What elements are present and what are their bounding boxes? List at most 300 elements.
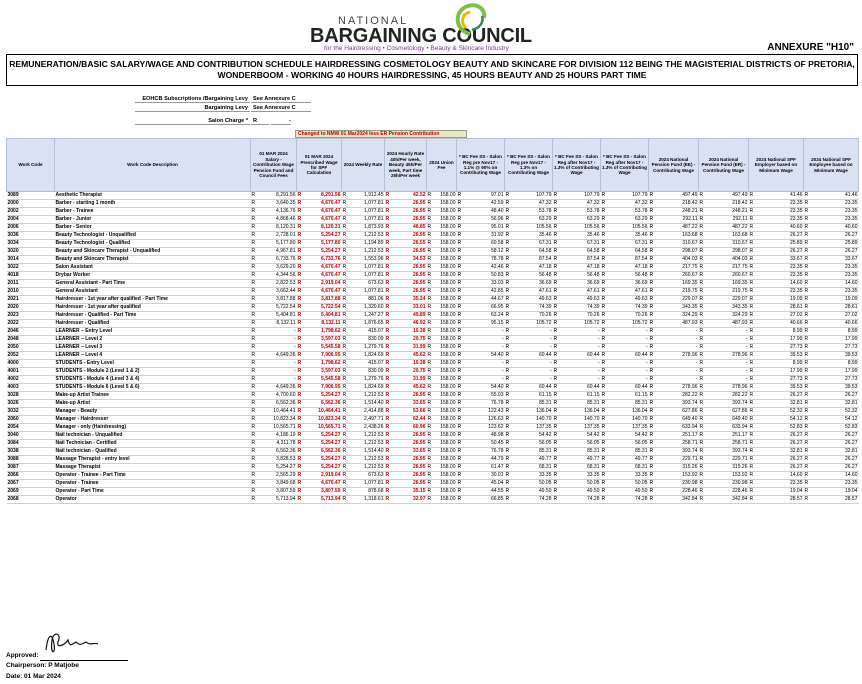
amount-cell bbox=[804, 360, 859, 368]
currency-symbol: R bbox=[427, 480, 432, 486]
currency-symbol: R bbox=[699, 360, 704, 366]
amount-cell bbox=[804, 344, 859, 352]
amount-value: 158.00 bbox=[440, 496, 456, 502]
amount-value: 260.67 bbox=[732, 272, 748, 278]
currency-symbol: R bbox=[297, 288, 302, 294]
currency-symbol: R bbox=[342, 480, 347, 486]
nmw-change-notice: Changed to NMW 01 Mar2024 less ER Pension Contribution bbox=[295, 130, 467, 138]
amount-cell bbox=[385, 384, 427, 392]
currency-symbol: R bbox=[601, 328, 606, 334]
amount-value: 20.75 bbox=[412, 336, 426, 342]
currency-symbol: R bbox=[699, 384, 704, 390]
amount-cell bbox=[427, 384, 457, 392]
amount-cell bbox=[553, 192, 601, 200]
amount-cell bbox=[297, 448, 342, 456]
amount-cell bbox=[749, 432, 804, 440]
amount-cell bbox=[427, 328, 457, 336]
amount-value: 3,807.59 bbox=[276, 488, 296, 494]
amount-value: - bbox=[645, 328, 648, 334]
amount-cell bbox=[457, 264, 505, 272]
amount-value: 74.28 bbox=[586, 496, 600, 502]
amount-cell bbox=[749, 240, 804, 248]
work-description-cell: Hairdresser - 1st year after qualified - Part Time bbox=[55, 296, 251, 304]
amount-cell bbox=[649, 488, 699, 496]
amount-value: - bbox=[645, 336, 648, 342]
amount-cell bbox=[749, 472, 804, 480]
amount-cell bbox=[749, 264, 804, 272]
amount-cell bbox=[457, 272, 505, 280]
amount-cell bbox=[385, 400, 427, 408]
currency-symbol: R bbox=[297, 384, 302, 390]
amount-value: 158.00 bbox=[440, 384, 456, 390]
amount-cell bbox=[804, 224, 859, 232]
amount-value: 122.43 bbox=[488, 408, 504, 414]
amount-cell bbox=[297, 488, 342, 496]
amount-value: 23.35 bbox=[789, 264, 803, 270]
currency-symbol: R bbox=[601, 208, 606, 214]
amount-cell bbox=[342, 424, 385, 432]
amount-value: 140.70 bbox=[632, 416, 648, 422]
amount-cell bbox=[749, 232, 804, 240]
amount-cell bbox=[385, 272, 427, 280]
column-header: * BC Fee SS - Salon Reg after Nov17 - 1.3% of Contributing Wage bbox=[601, 139, 649, 192]
amount-cell bbox=[699, 472, 749, 480]
currency-symbol: R bbox=[601, 472, 606, 478]
amount-cell bbox=[457, 304, 505, 312]
amount-cell bbox=[553, 360, 601, 368]
amount-cell bbox=[505, 360, 553, 368]
amount-value: 1,318.61 bbox=[364, 496, 384, 502]
amount-cell bbox=[804, 392, 859, 400]
amount-value: 63.29 bbox=[634, 216, 648, 222]
currency-symbol: R bbox=[297, 240, 302, 246]
amount-cell bbox=[601, 400, 649, 408]
amount-value: 74.28 bbox=[634, 496, 648, 502]
amount-value: 163.68 bbox=[682, 232, 698, 238]
amount-cell bbox=[699, 192, 749, 200]
amount-value: 26.95 bbox=[412, 200, 426, 206]
amount-cell bbox=[649, 352, 699, 360]
currency-symbol: R bbox=[342, 464, 347, 470]
amount-value: 1,514.40 bbox=[364, 448, 384, 454]
amount-cell bbox=[385, 320, 427, 328]
work-code-cell: 2066 bbox=[7, 472, 55, 480]
amount-value: 5,713.94 bbox=[321, 496, 341, 502]
amount-value: 5,254.27 bbox=[321, 232, 341, 238]
currency-symbol: R bbox=[342, 440, 347, 446]
currency-symbol: R bbox=[505, 432, 510, 438]
currency-symbol: R bbox=[342, 272, 347, 278]
currency-symbol: R bbox=[342, 376, 347, 382]
amount-value: 342.84 bbox=[732, 496, 748, 502]
currency-symbol: R bbox=[553, 272, 558, 278]
currency-symbol: R bbox=[699, 440, 704, 446]
currency-symbol: R bbox=[385, 336, 390, 342]
currency-symbol: R bbox=[505, 288, 510, 294]
amount-value: 27.73 bbox=[789, 376, 803, 382]
amount-cell bbox=[251, 432, 297, 440]
work-description-cell: LEARNER – Level 3 bbox=[55, 344, 251, 352]
currency-symbol: R bbox=[699, 456, 704, 462]
currency-symbol: R bbox=[457, 192, 462, 198]
amount-cell bbox=[505, 400, 553, 408]
work-description-cell: Beauty and Skincare Therapist - Unqualified bbox=[55, 248, 251, 256]
column-header: 2024 National SPF Employer based on Minimum Wage bbox=[749, 139, 804, 192]
currency-symbol: R bbox=[342, 328, 347, 334]
currency-symbol: R bbox=[427, 352, 432, 358]
amount-value: 47.61 bbox=[538, 288, 552, 294]
currency-symbol: R bbox=[385, 448, 390, 454]
work-description-cell: Operator - Trainee bbox=[55, 480, 251, 488]
amount-value: 136.04 bbox=[632, 408, 648, 414]
amount-cell bbox=[505, 208, 553, 216]
amount-cell bbox=[553, 496, 601, 504]
currency-symbol: R bbox=[297, 440, 302, 446]
amount-cell bbox=[385, 224, 427, 232]
work-code-cell: 4018 bbox=[7, 272, 55, 280]
amount-value: 85.31 bbox=[586, 448, 600, 454]
amount-cell bbox=[649, 368, 699, 376]
amount-value: 217.75 bbox=[682, 264, 698, 270]
currency-symbol: R bbox=[699, 464, 704, 470]
currency-symbol: R bbox=[505, 480, 510, 486]
currency-symbol: R bbox=[649, 408, 654, 414]
amount-value: 67.31 bbox=[538, 240, 552, 246]
amount-value: 68.31 bbox=[634, 464, 648, 470]
currency-symbol: R bbox=[505, 264, 510, 270]
work-description-cell: Barber - Junior bbox=[55, 216, 251, 224]
amount-value: 10,464.41 bbox=[273, 408, 296, 414]
currency-symbol: R bbox=[251, 256, 256, 262]
column-header: * BC Fee SS - Salon Reg pre Nov17 - 1.1% @ 90% on Contributing Wage bbox=[457, 139, 505, 192]
amount-value: 61.15 bbox=[538, 392, 552, 398]
table-row bbox=[7, 320, 859, 328]
amount-cell bbox=[749, 496, 804, 504]
amount-cell bbox=[505, 192, 553, 200]
currency-symbol: R bbox=[649, 224, 654, 230]
currency-symbol: R bbox=[601, 384, 606, 390]
amount-value: 26.95 bbox=[412, 472, 426, 478]
amount-value: - bbox=[293, 336, 296, 342]
amount-cell bbox=[385, 416, 427, 424]
amount-cell bbox=[505, 480, 553, 488]
amount-cell bbox=[457, 424, 505, 432]
currency-symbol: R bbox=[297, 312, 302, 318]
amount-cell bbox=[342, 232, 385, 240]
currency-symbol: R bbox=[601, 280, 606, 286]
amount-cell bbox=[804, 440, 859, 448]
amount-cell bbox=[505, 408, 553, 416]
amount-value: 158.00 bbox=[440, 488, 456, 494]
amount-value: 4,311.78 bbox=[276, 440, 296, 446]
amount-cell bbox=[251, 352, 297, 360]
currency-symbol: R bbox=[385, 488, 390, 494]
amount-value: 35.24 bbox=[412, 296, 426, 302]
amount-cell bbox=[649, 464, 699, 472]
amount-value: 5,404.81 bbox=[321, 312, 341, 318]
amount-value: 158.00 bbox=[440, 360, 456, 366]
amount-value: 60.44 bbox=[538, 352, 552, 358]
currency-symbol: R bbox=[553, 448, 558, 454]
amount-value: 649.40 bbox=[732, 416, 748, 422]
amount-cell bbox=[342, 224, 385, 232]
currency-symbol: R bbox=[649, 496, 654, 502]
amount-value: 32.81 bbox=[844, 400, 858, 406]
amount-cell bbox=[297, 296, 342, 304]
currency-symbol: R bbox=[749, 280, 754, 286]
amount-cell bbox=[385, 328, 427, 336]
amount-cell bbox=[601, 472, 649, 480]
amount-value: 310.67 bbox=[682, 240, 698, 246]
amount-value: 292.11 bbox=[682, 216, 698, 222]
currency-symbol: R bbox=[427, 288, 432, 294]
amount-cell bbox=[457, 384, 505, 392]
amount-cell bbox=[385, 480, 427, 488]
amount-cell bbox=[749, 368, 804, 376]
currency-symbol: R bbox=[251, 392, 256, 398]
amount-value: 56.05 bbox=[538, 440, 552, 446]
amount-value: - bbox=[597, 376, 600, 382]
amount-cell bbox=[297, 352, 342, 360]
amount-value: 1,212.53 bbox=[364, 464, 384, 470]
amount-value: 158.00 bbox=[440, 200, 456, 206]
amount-value: 5,254.27 bbox=[321, 392, 341, 398]
amount-value: 497.49 bbox=[682, 192, 698, 198]
amount-value: 49.50 bbox=[586, 488, 600, 494]
currency-symbol: R bbox=[804, 192, 809, 198]
amount-value: 5,722.54 bbox=[321, 304, 341, 310]
work-description-cell: Massage Therapist - entry level bbox=[55, 456, 251, 464]
currency-symbol: R bbox=[699, 416, 704, 422]
currency-symbol: R bbox=[649, 312, 654, 318]
currency-symbol: R bbox=[427, 496, 432, 502]
amount-value: 5,722.54 bbox=[276, 304, 296, 310]
amount-cell bbox=[505, 488, 553, 496]
amount-cell bbox=[251, 288, 297, 296]
amount-value: 23.35 bbox=[844, 288, 858, 294]
amount-cell bbox=[385, 472, 427, 480]
currency-symbol: R bbox=[342, 368, 347, 374]
currency-symbol: R bbox=[749, 424, 754, 430]
work-code-cell: 2067 bbox=[7, 480, 55, 488]
currency-symbol: R bbox=[601, 496, 606, 502]
currency-symbol: R bbox=[297, 256, 302, 262]
amount-cell bbox=[251, 208, 297, 216]
currency-symbol: R bbox=[251, 384, 256, 390]
amount-value: 8,291.56 bbox=[321, 192, 341, 198]
currency-symbol: R bbox=[505, 304, 510, 310]
currency-symbol: R bbox=[427, 216, 432, 222]
currency-symbol: R bbox=[297, 360, 302, 366]
amount-cell bbox=[297, 264, 342, 272]
amount-value: 49.63 bbox=[586, 296, 600, 302]
amount-value: 3,849.68 bbox=[276, 480, 296, 486]
amount-value: 26.95 bbox=[412, 280, 426, 286]
currency-symbol: R bbox=[505, 456, 510, 462]
amount-value: 33.01 bbox=[412, 304, 426, 310]
amount-value: 158.00 bbox=[440, 480, 456, 486]
amount-cell bbox=[342, 304, 385, 312]
amount-cell bbox=[649, 416, 699, 424]
amount-value: 23.35 bbox=[844, 264, 858, 270]
currency-symbol: R bbox=[553, 384, 558, 390]
amount-value: 1,077.81 bbox=[364, 288, 384, 294]
amount-value: 105.72 bbox=[632, 320, 648, 326]
currency-symbol: R bbox=[342, 488, 347, 494]
currency-symbol: R bbox=[251, 480, 256, 486]
currency-symbol: R bbox=[601, 240, 606, 246]
amount-value: 56.48 bbox=[586, 272, 600, 278]
currency-symbol: R bbox=[457, 384, 462, 390]
amount-cell bbox=[457, 488, 505, 496]
amount-cell bbox=[749, 464, 804, 472]
amount-cell bbox=[251, 200, 297, 208]
amount-cell bbox=[804, 496, 859, 504]
amount-value: 60.44 bbox=[634, 352, 648, 358]
amount-cell bbox=[601, 376, 649, 384]
currency-symbol: R bbox=[699, 272, 704, 278]
work-description-cell: Hairdresser - Qualified bbox=[55, 320, 251, 328]
amount-value: 76.78 bbox=[490, 448, 504, 454]
amount-cell bbox=[342, 400, 385, 408]
amount-value: 10,823.34 bbox=[273, 416, 296, 422]
currency-symbol: R bbox=[699, 432, 704, 438]
amount-value: 2,919.04 bbox=[321, 280, 341, 286]
amount-value: 28.57 bbox=[789, 496, 803, 502]
amount-cell bbox=[804, 464, 859, 472]
currency-symbol: R bbox=[699, 288, 704, 294]
levy-value: See Annexure C bbox=[251, 105, 311, 112]
amount-cell bbox=[427, 360, 457, 368]
currency-symbol: R bbox=[649, 376, 654, 382]
currency-symbol: R bbox=[649, 288, 654, 294]
annexure-label: ANNEXURE "H10" bbox=[767, 42, 854, 53]
amount-cell bbox=[804, 248, 859, 256]
amount-value: 70.26 bbox=[538, 312, 552, 318]
currency-symbol: R bbox=[649, 280, 654, 286]
amount-cell bbox=[553, 440, 601, 448]
amount-value: 36.69 bbox=[538, 280, 552, 286]
amount-cell bbox=[553, 424, 601, 432]
amount-cell bbox=[342, 392, 385, 400]
currency-symbol: R bbox=[342, 432, 347, 438]
amount-cell bbox=[457, 224, 505, 232]
amount-cell bbox=[342, 320, 385, 328]
amount-cell bbox=[804, 408, 859, 416]
amount-value: 26.27 bbox=[789, 392, 803, 398]
currency-symbol: R bbox=[297, 496, 302, 502]
amount-value: 26.95 bbox=[412, 232, 426, 238]
work-code-cell: 2023 bbox=[7, 312, 55, 320]
approval-date: Date: 01 Mar 2024 bbox=[6, 673, 61, 680]
amount-value: 1,212.53 bbox=[364, 456, 384, 462]
amount-cell bbox=[427, 256, 457, 264]
amount-value: 54.12 bbox=[789, 416, 803, 422]
work-code-cell: 2060 bbox=[7, 416, 55, 424]
amount-cell bbox=[385, 312, 427, 320]
amount-cell bbox=[804, 320, 859, 328]
amount-value: 158.00 bbox=[440, 400, 456, 406]
amount-cell bbox=[601, 464, 649, 472]
amount-cell bbox=[427, 368, 457, 376]
currency-symbol: R bbox=[649, 464, 654, 470]
amount-value: 230.98 bbox=[732, 480, 748, 486]
amount-cell bbox=[553, 224, 601, 232]
amount-cell bbox=[749, 296, 804, 304]
amount-cell bbox=[427, 376, 457, 384]
amount-cell bbox=[649, 296, 699, 304]
amount-value: 158.00 bbox=[440, 408, 456, 414]
work-description-cell: STUDENTS - Module 4 (Level 3 & 4) bbox=[55, 376, 251, 384]
amount-value: 4,136.76 bbox=[276, 208, 296, 214]
amount-cell bbox=[457, 344, 505, 352]
amount-value: 54.40 bbox=[490, 384, 504, 390]
amount-cell bbox=[251, 328, 297, 336]
currency-symbol: R bbox=[505, 240, 510, 246]
amount-cell bbox=[427, 288, 457, 296]
work-code-cell: 3022 bbox=[7, 264, 55, 272]
table-body bbox=[7, 192, 859, 504]
amount-value: 1,913.45 bbox=[364, 192, 384, 198]
amount-value: 26.95 bbox=[412, 480, 426, 486]
logo-top-text: NATIONAL bbox=[338, 15, 409, 27]
amount-value: 153.92 bbox=[732, 472, 748, 478]
work-description-cell: LEARNER – Entry Level bbox=[55, 328, 251, 336]
amount-value: 76.78 bbox=[490, 400, 504, 406]
currency-symbol: R bbox=[427, 448, 432, 454]
amount-cell bbox=[601, 296, 649, 304]
amount-value: 23.35 bbox=[844, 272, 858, 278]
amount-cell bbox=[804, 256, 859, 264]
amount-value: 39.53 bbox=[789, 384, 803, 390]
amount-value: 229.71 bbox=[732, 456, 748, 462]
currency-symbol: R bbox=[297, 368, 302, 374]
amount-value: 6,562.36 bbox=[276, 400, 296, 406]
amount-value: 45.62 bbox=[412, 352, 426, 358]
amount-cell bbox=[505, 464, 553, 472]
amount-cell bbox=[297, 232, 342, 240]
amount-value: 830.09 bbox=[368, 336, 384, 342]
amount-cell bbox=[649, 496, 699, 504]
currency-symbol: R bbox=[385, 224, 390, 230]
amount-cell bbox=[553, 328, 601, 336]
currency-symbol: R bbox=[385, 312, 390, 318]
amount-cell bbox=[601, 264, 649, 272]
amount-cell bbox=[553, 216, 601, 224]
currency-symbol: R bbox=[649, 432, 654, 438]
currency-symbol: R bbox=[804, 344, 809, 350]
currency-symbol: R bbox=[457, 448, 462, 454]
currency-symbol: R bbox=[342, 424, 347, 430]
currency-symbol: R bbox=[804, 424, 809, 430]
currency-symbol: R bbox=[804, 336, 809, 342]
amount-cell bbox=[427, 312, 457, 320]
amount-cell bbox=[749, 488, 804, 496]
currency-symbol: R bbox=[749, 464, 754, 470]
amount-value: 68.31 bbox=[538, 464, 552, 470]
amount-value: 282.22 bbox=[732, 392, 748, 398]
amount-cell bbox=[505, 328, 553, 336]
currency-symbol: R bbox=[601, 488, 606, 494]
amount-value: 39.53 bbox=[844, 384, 858, 390]
currency-symbol: R bbox=[251, 336, 256, 342]
amount-value: - bbox=[745, 336, 748, 342]
currency-symbol: R bbox=[505, 424, 510, 430]
currency-symbol: R bbox=[457, 496, 462, 502]
table-row bbox=[7, 232, 859, 240]
currency-symbol: R bbox=[749, 328, 754, 334]
currency-symbol: R bbox=[649, 240, 654, 246]
